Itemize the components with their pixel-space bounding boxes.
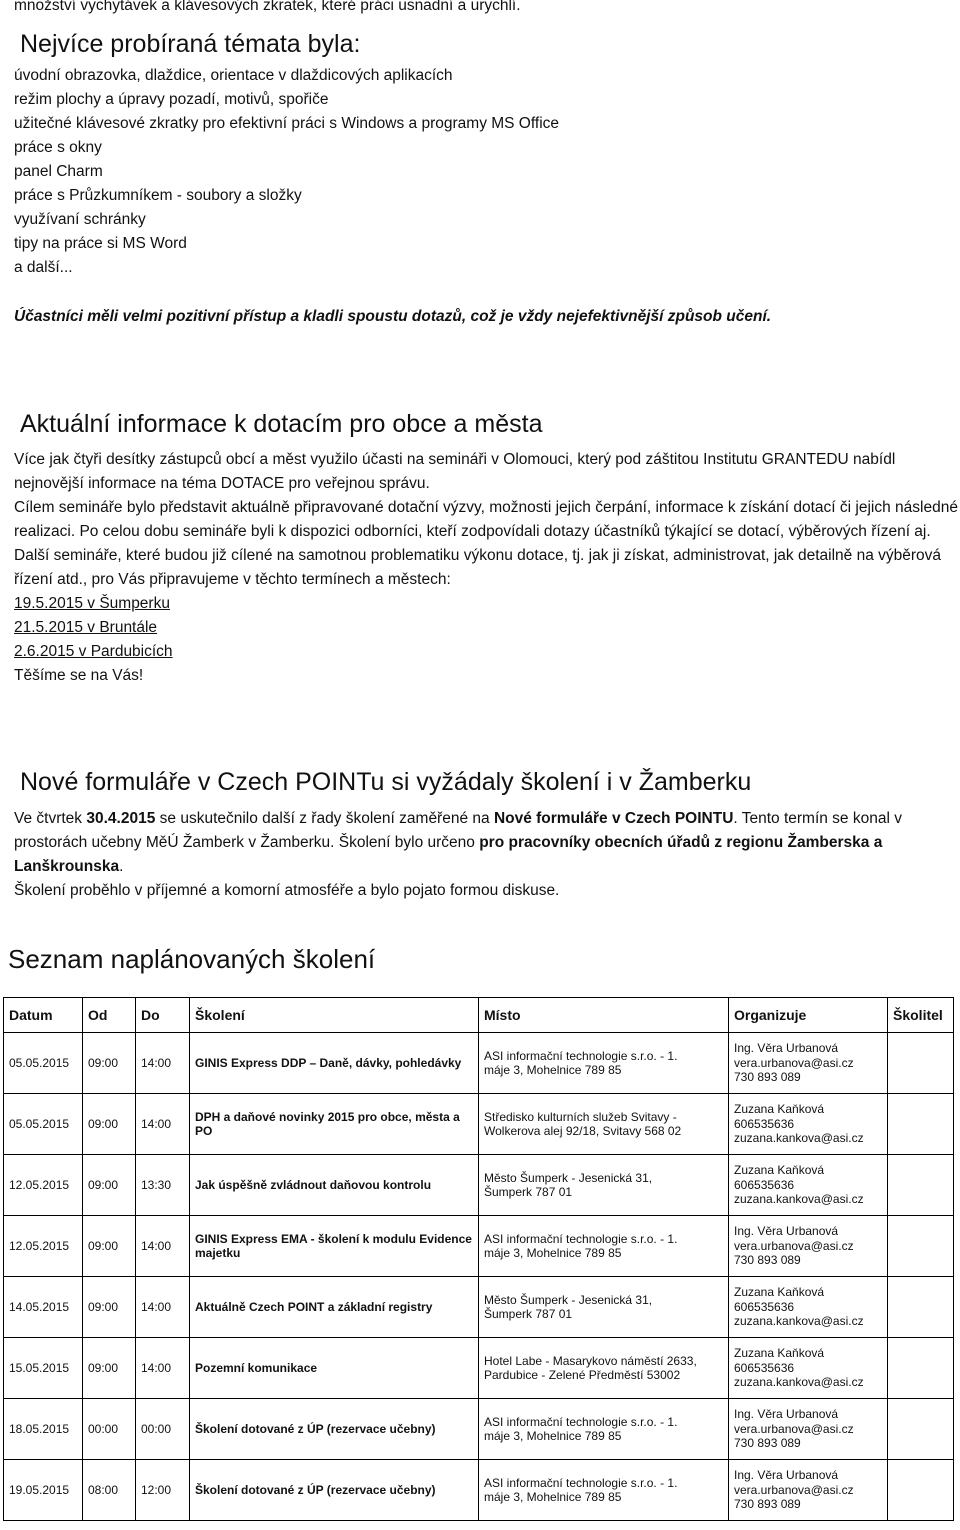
cell-from: 00:00 — [83, 1399, 136, 1460]
topics-heading: Nejvíce probíraná témata byla: — [20, 30, 361, 58]
table-row — [4, 1338, 954, 1399]
cell-training: Školení dotované z ÚP (rezervace učebny) — [190, 1460, 479, 1521]
table-row — [4, 1216, 954, 1277]
list-item: a další... — [14, 259, 73, 276]
cell-date: 14.05.2015 — [4, 1277, 83, 1338]
cell-place: Město Šumperk - Jesenická 31, Šumperk 787 01 — [479, 1155, 729, 1216]
list-item: úvodní obrazovka, dlaždice, orientace v dlaždicových aplikacích — [14, 67, 453, 84]
cell-to: 14:00 — [136, 1277, 190, 1338]
cell-date: 18.05.2015 — [4, 1399, 83, 1460]
cell-organizer: Ing. Věra Urbanová vera.urbanova@asi.cz 730 893 089 — [729, 1399, 888, 1460]
training-schedule-table — [3, 997, 954, 1521]
cell-organizer: Zuzana Kaňková 606535636 zuzana.kankova@asi.cz — [729, 1155, 888, 1216]
cell-place: Středisko kulturních služeb Svitavy - Wolkerova alej 92/18, Svitavy 568 02 — [479, 1094, 729, 1155]
cell-date: 05.05.2015 — [4, 1033, 83, 1094]
pointu-paragraph: Ve čtvrtek 30.4.2015 se uskutečnilo další z řady školení zaměřené na Nové formuláře v Czech POINTU. Tento termín se konal v prostorách učebny MěÚ Žamberk v Žamberku. Školení bylo určeno pro pracovníky obecních úřadů z regionu Žamberska a Lanškrounska. — [14, 810, 902, 875]
cell-training: Školení dotované z ÚP (rezervace učebny) — [190, 1399, 479, 1460]
cell-date: 05.05.2015 — [4, 1094, 83, 1155]
grants-paragraph: Další semináře, které budou již cílené na samotnou problematiku výkonu dotace, tj. jak ji získat, administrovat, jak detailně na výběrová řízení atd., pro Vás připravujeme v těchto termínech a městech: — [14, 547, 942, 588]
cell-place: ASI informační technologie s.r.o. - 1. máje 3, Mohelnice 789 85 — [479, 1460, 729, 1521]
grants-paragraph: Více jak čtyři desítky zástupců obcí a měst využilo účasti na semináři v Olomouci, který pod záštitou Institutu GRANTEDU nabídl nejnovější informace na téma DOTACE pro veřejnou správu. — [14, 451, 896, 492]
cell-to: 00:00 — [136, 1399, 190, 1460]
cell-from: 09:00 — [83, 1094, 136, 1155]
plan-heading: Seznam naplánovaných školení — [8, 944, 376, 974]
cell-organizer: Ing. Věra Urbanová vera.urbanova@asi.cz 730 893 089 — [729, 1460, 888, 1521]
cell-organizer: Zuzana Kaňková 606535636 zuzana.kankova@asi.cz — [729, 1338, 888, 1399]
seminar-date-link[interactable]: 21.5.2015 v Bruntále — [14, 619, 158, 636]
cell-training: DPH a daňové novinky 2015 pro obce, města a PO — [190, 1094, 479, 1155]
cell-from: 09:00 — [83, 1033, 136, 1094]
table-row — [4, 1155, 954, 1216]
cell-to: 14:00 — [136, 1094, 190, 1155]
pointu-paragraph: Školení proběhlo v příjemné a komorní atmosféře a bylo pojato formou diskuse. — [14, 882, 560, 899]
column-header-date: Datum — [4, 998, 83, 1033]
cell-organizer: Zuzana Kaňková 606535636 zuzana.kankova@asi.cz — [729, 1094, 888, 1155]
grants-article — [14, 448, 959, 688]
list-item: tipy na práce si MS Word — [14, 235, 187, 252]
table-row — [4, 1277, 954, 1338]
topics-list — [14, 64, 559, 280]
list-item: využívaní schránky — [14, 211, 146, 228]
cell-trainer — [888, 1094, 954, 1155]
column-header-organizer: Organizuje — [729, 998, 888, 1033]
cell-training: Aktuálně Czech POINT a základní registry — [190, 1277, 479, 1338]
cell-date: 15.05.2015 — [4, 1338, 83, 1399]
cell-trainer — [888, 1155, 954, 1216]
cell-date: 12.05.2015 — [4, 1216, 83, 1277]
table-row — [4, 1460, 954, 1521]
grants-paragraph: Cílem semináře bylo představit aktuálně připravované dotační výzvy, možnosti jejich čerpání, informace k získání dotací či jejich následné realizaci. Po celou dobu semináře byli k dispozici odborníci, kteří zodpovídali dotazy účastníků týkající se dotací, výběrových řízení aj. — [14, 499, 958, 540]
cell-training: GINIS Express DDP – Daně, dávky, pohledávky — [190, 1033, 479, 1094]
cell-date: 12.05.2015 — [4, 1155, 83, 1216]
pointu-heading: Nové formuláře v Czech POINTu si vyžádaly školení i v Žamberku — [20, 768, 752, 796]
column-header-trainer: Školitel — [888, 998, 954, 1033]
cell-organizer: Ing. Věra Urbanová vera.urbanova@asi.cz 730 893 089 — [729, 1216, 888, 1277]
cell-from: 09:00 — [83, 1216, 136, 1277]
cell-place: ASI informační technologie s.r.o. - 1. máje 3, Mohelnice 789 85 — [479, 1033, 729, 1094]
participants-note: Účastníci měli velmi pozitivní přístup a kladli spoustu dotazů, což je vždy nejefektivnější způsob učení. — [14, 308, 772, 325]
cell-training: GINIS Express EMA - školení k modulu Evidence majetku — [190, 1216, 479, 1277]
cell-training: Pozemní komunikace — [190, 1338, 479, 1399]
cell-to: 14:00 — [136, 1338, 190, 1399]
list-item: užitečné klávesové zkratky pro efektivní práci s Windows a programy MS Office — [14, 115, 560, 132]
cell-trainer — [888, 1399, 954, 1460]
table-row — [4, 1399, 954, 1460]
list-item: práce s okny — [14, 139, 102, 156]
cell-date: 19.05.2015 — [4, 1460, 83, 1521]
seminar-date-link[interactable]: 19.5.2015 v Šumperku — [14, 595, 170, 612]
pointu-article — [14, 807, 959, 903]
cell-trainer — [888, 1338, 954, 1399]
cell-trainer — [888, 1277, 954, 1338]
cell-organizer: Zuzana Kaňková 606535636 zuzana.kankova@asi.cz — [729, 1277, 888, 1338]
list-item: panel Charm — [14, 163, 103, 180]
cell-from: 09:00 — [83, 1155, 136, 1216]
cell-place: Město Šumperk - Jesenická 31, Šumperk 787 01 — [479, 1277, 729, 1338]
cell-to: 14:00 — [136, 1216, 190, 1277]
cell-place: Hotel Labe - Masarykovo náměstí 2633, Pardubice - Zelené Předměstí 53002 — [479, 1338, 729, 1399]
column-header-from: Od — [83, 998, 136, 1033]
cell-trainer — [888, 1460, 954, 1521]
list-item: režim plochy a úpravy pozadí, motivů, spořiče — [14, 91, 329, 108]
grants-heading: Aktuální informace k dotacím pro obce a města — [20, 410, 543, 438]
column-header-place: Místo — [479, 998, 729, 1033]
cell-training: Jak úspěšně zvládnout daňovou kontrolu — [190, 1155, 479, 1216]
cell-to: 13:30 — [136, 1155, 190, 1216]
cell-place: ASI informační technologie s.r.o. - 1. máje 3, Mohelnice 789 85 — [479, 1216, 729, 1277]
cell-organizer: Ing. Věra Urbanová vera.urbanova@asi.cz 730 893 089 — [729, 1033, 888, 1094]
table-header-row — [4, 998, 954, 1033]
cell-trainer — [888, 1033, 954, 1094]
table-row — [4, 1033, 954, 1094]
intro-tail-text: množství vychytávek a klávesových zkratek, které práci usnadní a urychlí. — [14, 0, 521, 14]
cell-trainer — [888, 1216, 954, 1277]
list-item: práce s Průzkumníkem - soubory a složky — [14, 187, 302, 204]
table-row — [4, 1094, 954, 1155]
cell-from: 09:00 — [83, 1338, 136, 1399]
cell-from: 08:00 — [83, 1460, 136, 1521]
column-header-to: Do — [136, 998, 190, 1033]
column-header-training: Školení — [190, 998, 479, 1033]
cell-from: 09:00 — [83, 1277, 136, 1338]
cell-to: 12:00 — [136, 1460, 190, 1521]
cell-to: 14:00 — [136, 1033, 190, 1094]
seminar-date-link[interactable]: 2.6.2015 v Pardubicích — [14, 643, 173, 660]
grants-closing: Těšíme se na Vás! — [14, 667, 144, 684]
cell-place: ASI informační technologie s.r.o. - 1. máje 3, Mohelnice 789 85 — [479, 1399, 729, 1460]
